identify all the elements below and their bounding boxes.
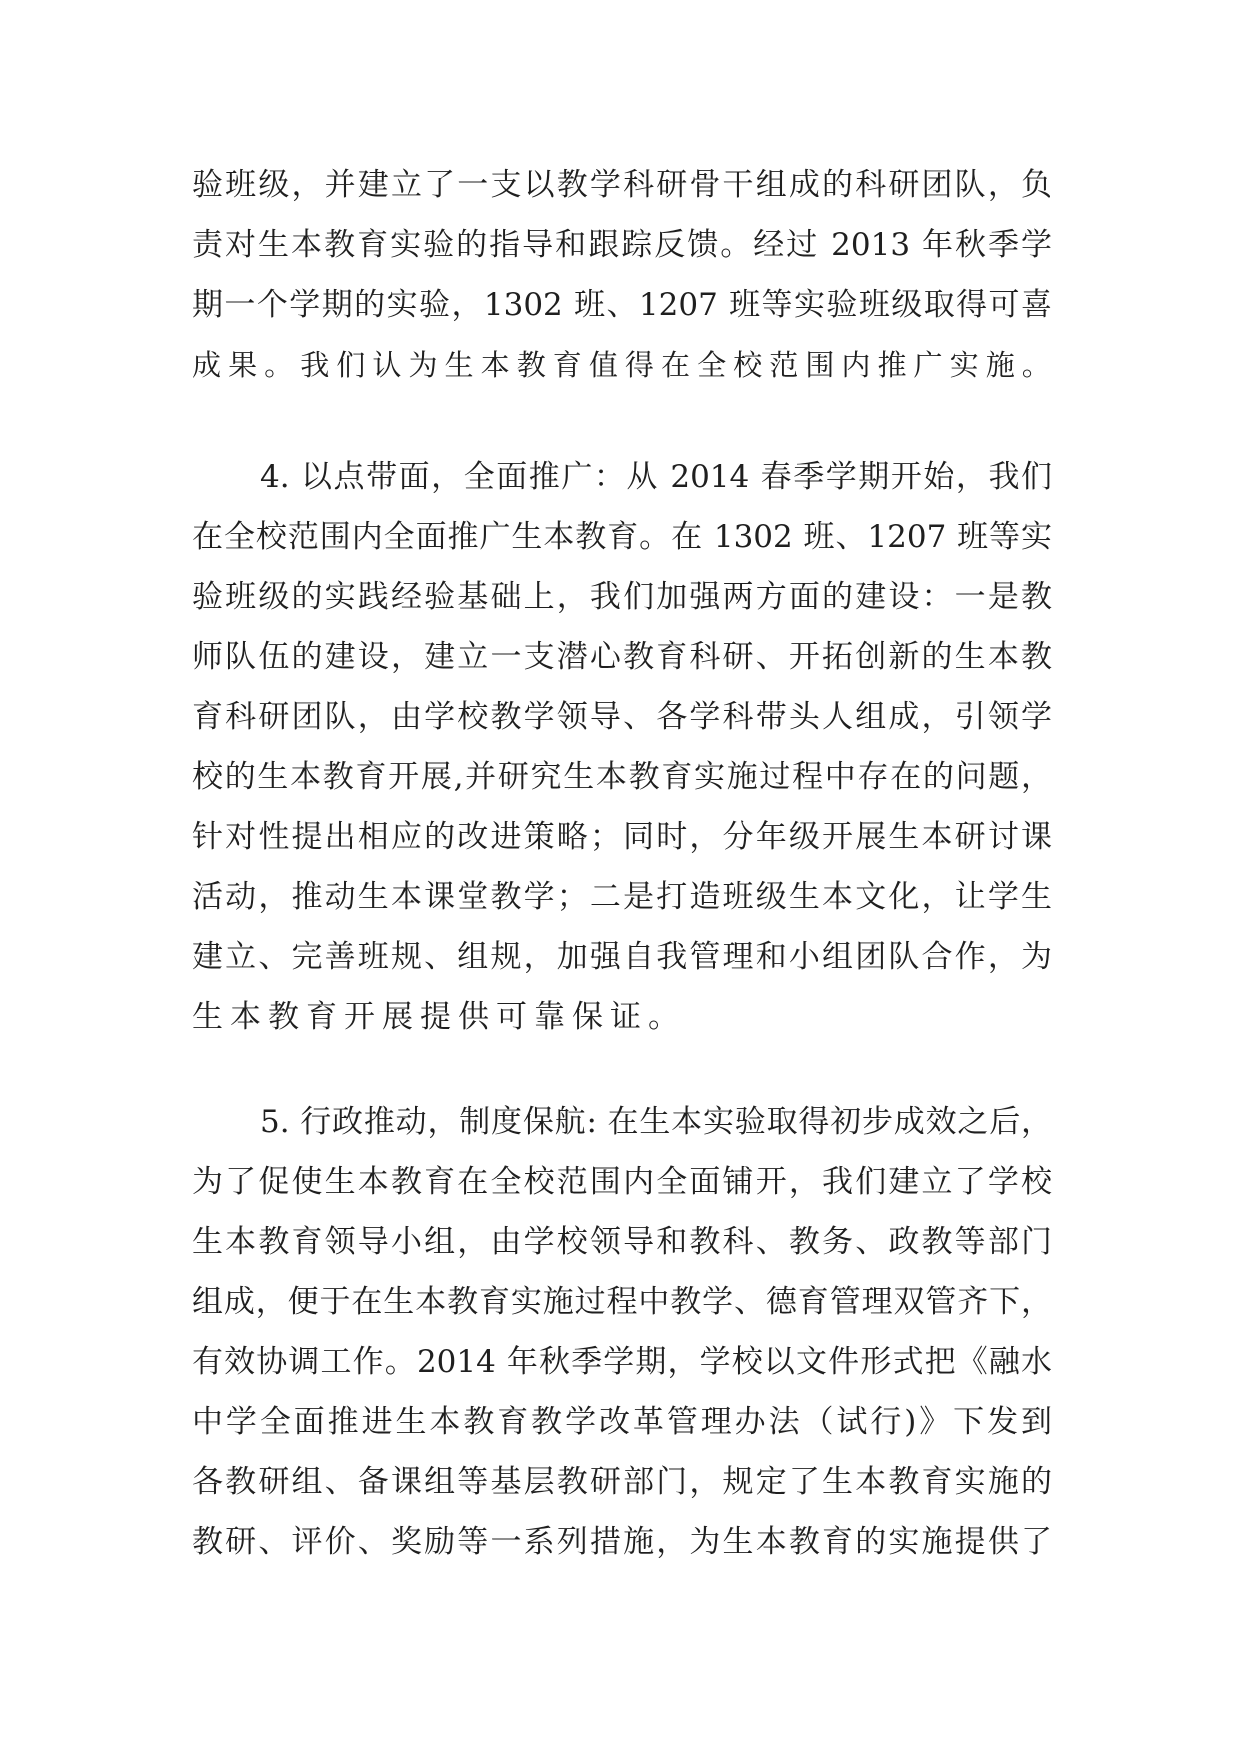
text-line: 建立、完善班规、组规，加强自我管理和小组团队合作，为	[192, 939, 1052, 975]
text-line: 各教研组、备课组等基层教研部门，规定了生本教育实施的	[192, 1464, 1052, 1500]
text-line: 责对生本教育实验的指导和跟踪反馈。经过 2013 年秋季学	[192, 227, 1052, 263]
text-line: 育科研团队，由学校教学领导、各学科带头人组成，引领学	[192, 699, 1052, 735]
text-line: 教研、评价、奖励等一系列措施，为生本教育的实施提供了	[192, 1524, 1052, 1560]
text-line: 生本教育领导小组，由学校领导和教科、教务、政教等部门	[192, 1224, 1052, 1260]
text-line: 在全校范围内全面推广生本教育。在 1302 班、1207 班等实	[192, 519, 1052, 555]
text-line: 针对性提出相应的改进策略；同时，分年级开展生本研讨课	[192, 819, 1052, 855]
paragraph-item-5	[192, 1092, 1052, 1572]
text-line: 期一个学期的实验，1302 班、1207 班等实验班级取得可喜	[192, 287, 1052, 323]
text-line: 成果。我们认为生本教育值得在全校范围内推广实施。	[192, 348, 1058, 382]
text-line: 校的生本教育开展,并研究生本教育实施过程中存在的问题，	[192, 759, 1052, 795]
text-line: 中学全面推进生本教育教学改革管理办法（试行)》下发到	[192, 1404, 1052, 1440]
text-line: 4. 以点带面，全面推广：从 2014 春季学期开始，我们	[260, 459, 1052, 495]
text-line: 生本教育开展提供可靠保证。	[192, 999, 686, 1035]
paragraph-item-4	[192, 447, 1052, 1047]
text-line: 有效协调工作。2014 年秋季学期，学校以文件形式把《融水	[192, 1344, 1052, 1380]
text-line: 活动，推动生本课堂教学；二是打造班级生本文化，让学生	[192, 879, 1052, 915]
text-line: 验班级的实践经验基础上，我们加强两方面的建设：一是教	[192, 579, 1052, 615]
text-line: 5. 行政推动，制度保航: 在生本实验取得初步成效之后，	[260, 1104, 1052, 1140]
text-line: 组成，便于在生本教育实施过程中教学、德育管理双管齐下，	[192, 1284, 1052, 1320]
text-line: 验班级，并建立了一支以教学科研骨干组成的科研团队，负	[192, 167, 1052, 203]
text-line: 师队伍的建设，建立一支潜心教育科研、开拓创新的生本教	[192, 639, 1052, 675]
text-line: 为了促使生本教育在全校范围内全面铺开，我们建立了学校	[192, 1164, 1052, 1200]
paragraph-continuation	[192, 155, 1058, 395]
